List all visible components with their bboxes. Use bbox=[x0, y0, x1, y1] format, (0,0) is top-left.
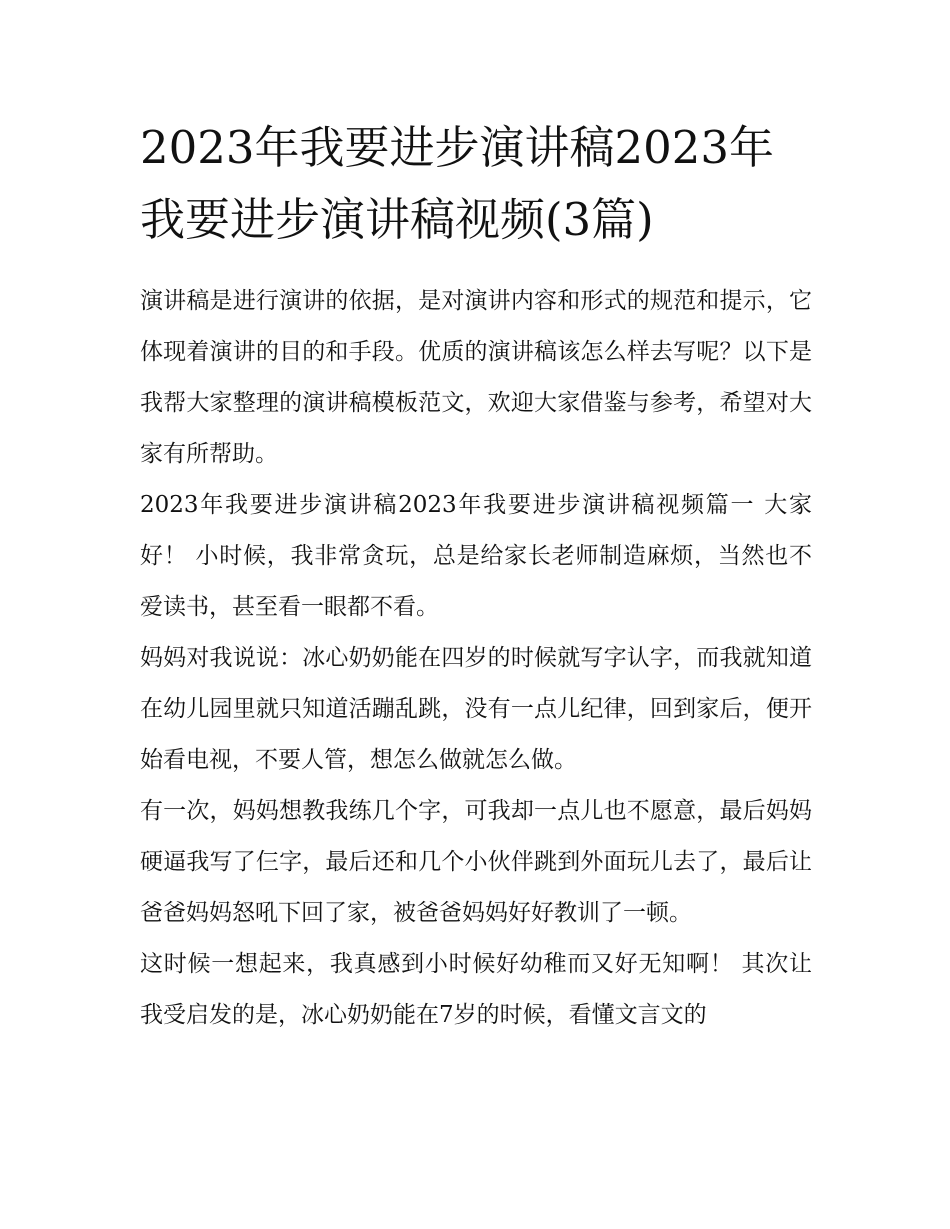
document-title: 2023年我要进步演讲稿2023年我要进步演讲稿视频(3篇) bbox=[140, 121, 775, 246]
paragraph-speech-opening: 2023年我要进步演讲稿2023年我要进步演讲稿视频篇一 大家好！ 小时候，我非常贪玩，总是给家长老师制造麻烦，当然也不爱读书，甚至看一眼都不看。 bbox=[140, 492, 812, 620]
document-body bbox=[140, 276, 812, 1041]
paragraph-intro: 演讲稿是进行演讲的依据，是对演讲内容和形式的规范和提示，它体现着演讲的目的和手段。优质的演讲稿该怎么样去写呢？以下是我帮大家整理的演讲稿模板范文，欢迎大家借鉴与参考，希望对大家有所帮助。 bbox=[140, 288, 812, 467]
paragraph-reflection: 这时候一想起来，我真感到小时候好幼稚而又好无知啊！ 其次让我受启发的是，冰心奶奶能在7岁的时候，看懂文言文的 bbox=[140, 951, 812, 1028]
paragraph-practice-story: 有一次，妈妈想教我练几个字，可我却一点儿也不愿意，最后妈妈硬逼我写了仨字，最后还和几个小伙伴跳到外面玩儿去了，最后让爸爸妈妈怒吼下回了家，被爸爸妈妈好好教训了一顿。 bbox=[140, 798, 812, 926]
paragraph-mother-words: 妈妈对我说说：冰心奶奶能在四岁的时候就写字认字，而我就知道在幼儿园里就只知道活蹦乱跳，没有一点儿纪律，回到家后，便开始看电视，不要人管，想怎么做就怎么做。 bbox=[140, 645, 812, 773]
